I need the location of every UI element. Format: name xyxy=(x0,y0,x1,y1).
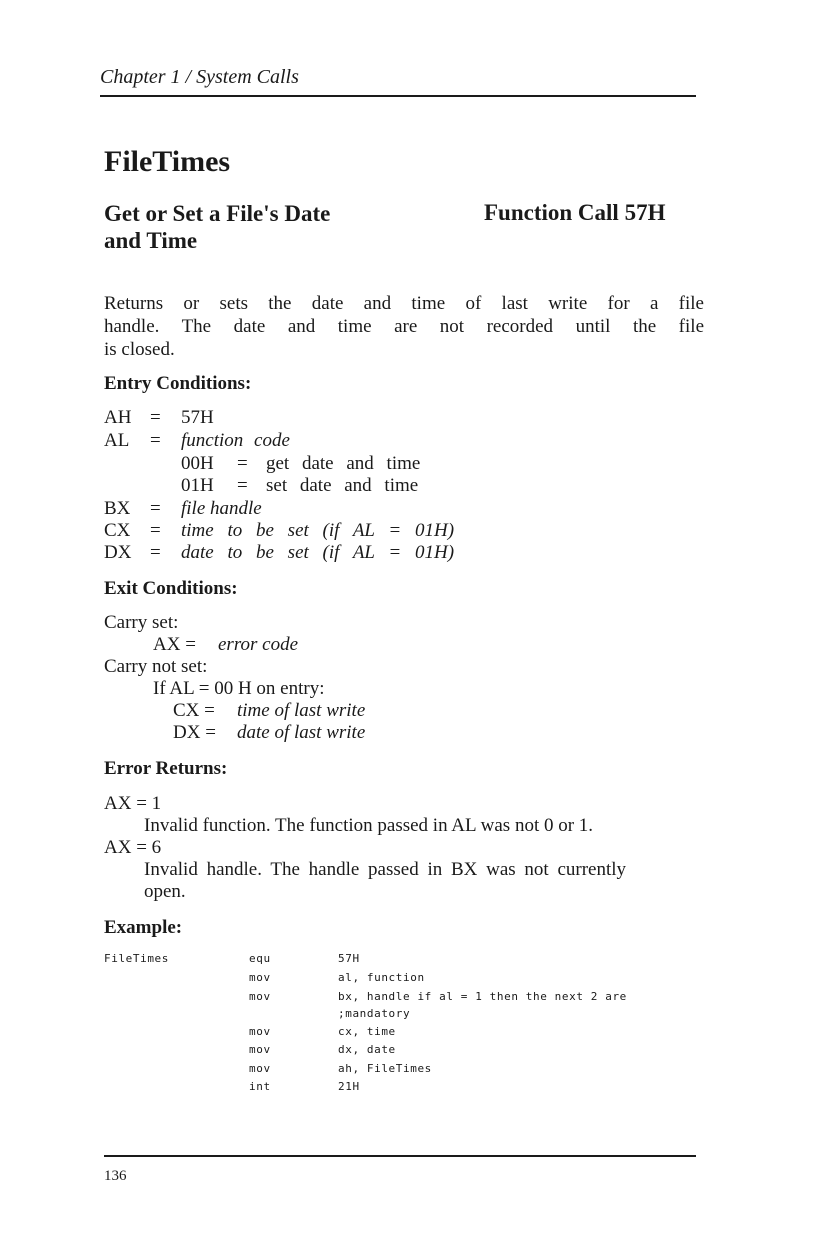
entry-reg-al: AL xyxy=(104,430,130,451)
header-rule xyxy=(100,95,696,97)
exit-if-al: If AL = 00 H on entry: xyxy=(153,678,325,699)
intro-line-1: Returns or sets the date and time of last write for a file xyxy=(104,293,704,314)
entry-reg-dx: DX xyxy=(104,542,132,563)
entry-val-dx: date to be set (if AL = 01H) xyxy=(181,542,455,563)
code-op: mov xyxy=(249,971,271,984)
exit-carry-set: Carry set: xyxy=(104,612,179,633)
entry-reg-bx: BX xyxy=(104,498,131,519)
exit-dx-value: date of last write xyxy=(237,722,366,743)
error-ax-1-desc: Invalid function. The function passed in AL was not 0 or 1. xyxy=(144,815,594,836)
entry-heading: Entry Conditions: xyxy=(104,373,252,394)
error-ax-6-desc-2: open. xyxy=(144,881,186,902)
entry-reg-cx: CX xyxy=(104,520,131,541)
exit-ax-label: AX = xyxy=(153,634,196,655)
code-op: mov xyxy=(249,990,271,1003)
code-arg: dx, date xyxy=(338,1043,396,1056)
code-arg: bx, handle if al = 1 then the next 2 are xyxy=(338,990,627,1003)
code-op: int xyxy=(249,1080,271,1093)
subtitle-line-1: Get or Set a File's Date xyxy=(104,201,331,226)
error-ax-1: AX = 1 xyxy=(104,793,162,814)
example-heading: Example: xyxy=(104,917,183,938)
code-comment: ;mandatory xyxy=(338,1007,411,1020)
intro-paragraph xyxy=(104,292,704,361)
intro-line-2: handle. The date and time are not recorded until the file xyxy=(104,316,704,337)
exit-heading: Exit Conditions: xyxy=(104,578,238,599)
intro-line-3: is closed. xyxy=(104,339,175,360)
exit-ax-value: error code xyxy=(218,634,299,655)
code-arg: ah, FileTimes xyxy=(338,1062,432,1075)
exit-cx-value: time of last write xyxy=(237,700,366,721)
code-arg: 21H xyxy=(338,1080,360,1093)
entry-sub-01h: 01H xyxy=(181,475,214,496)
running-head: Chapter 1 / System Calls xyxy=(100,66,299,88)
code-op: equ xyxy=(249,952,271,965)
entry-sub-00h: 00H xyxy=(181,453,214,474)
code-op: mov xyxy=(249,1062,271,1075)
entry-eq: = xyxy=(150,520,161,541)
entry-val-cx: time to be set (if AL = 01H) xyxy=(181,520,455,541)
entry-reg-ah: AH xyxy=(104,407,132,428)
error-ax-6-desc-1: Invalid handle. The handle passed in BX was not currently xyxy=(144,859,627,880)
footer-rule xyxy=(104,1155,696,1157)
code-arg: 57H xyxy=(338,952,360,965)
code-arg: al, function xyxy=(338,971,425,984)
subtitle xyxy=(104,200,424,254)
entry-eq: = xyxy=(237,453,248,474)
errors-heading: Error Returns: xyxy=(104,758,228,779)
code-op: mov xyxy=(249,1025,271,1038)
entry-val-al: function code xyxy=(181,430,290,451)
function-call-label: Function Call 57H xyxy=(484,200,666,225)
exit-dx-label: DX = xyxy=(173,722,216,743)
code-op: mov xyxy=(249,1043,271,1056)
entry-val-bx: file handle xyxy=(181,498,262,519)
page-number: 136 xyxy=(104,1168,127,1184)
entry-val-00h: get date and time xyxy=(266,453,421,474)
exit-carry-not-set: Carry not set: xyxy=(104,656,208,677)
entry-eq: = xyxy=(150,430,161,451)
entry-eq: = xyxy=(237,475,248,496)
code-label: FileTimes xyxy=(104,952,170,965)
entry-eq: = xyxy=(150,407,161,428)
exit-cx-label: CX = xyxy=(173,700,215,721)
entry-val-ah: 57H xyxy=(181,407,214,428)
subtitle-line-2: and Time xyxy=(104,228,198,253)
code-arg: cx, time xyxy=(338,1025,396,1038)
entry-val-01h: set date and time xyxy=(266,475,419,496)
entry-eq: = xyxy=(150,498,161,519)
error-ax-6: AX = 6 xyxy=(104,837,162,858)
entry-eq: = xyxy=(150,542,161,563)
page-title: FileTimes xyxy=(104,145,231,178)
